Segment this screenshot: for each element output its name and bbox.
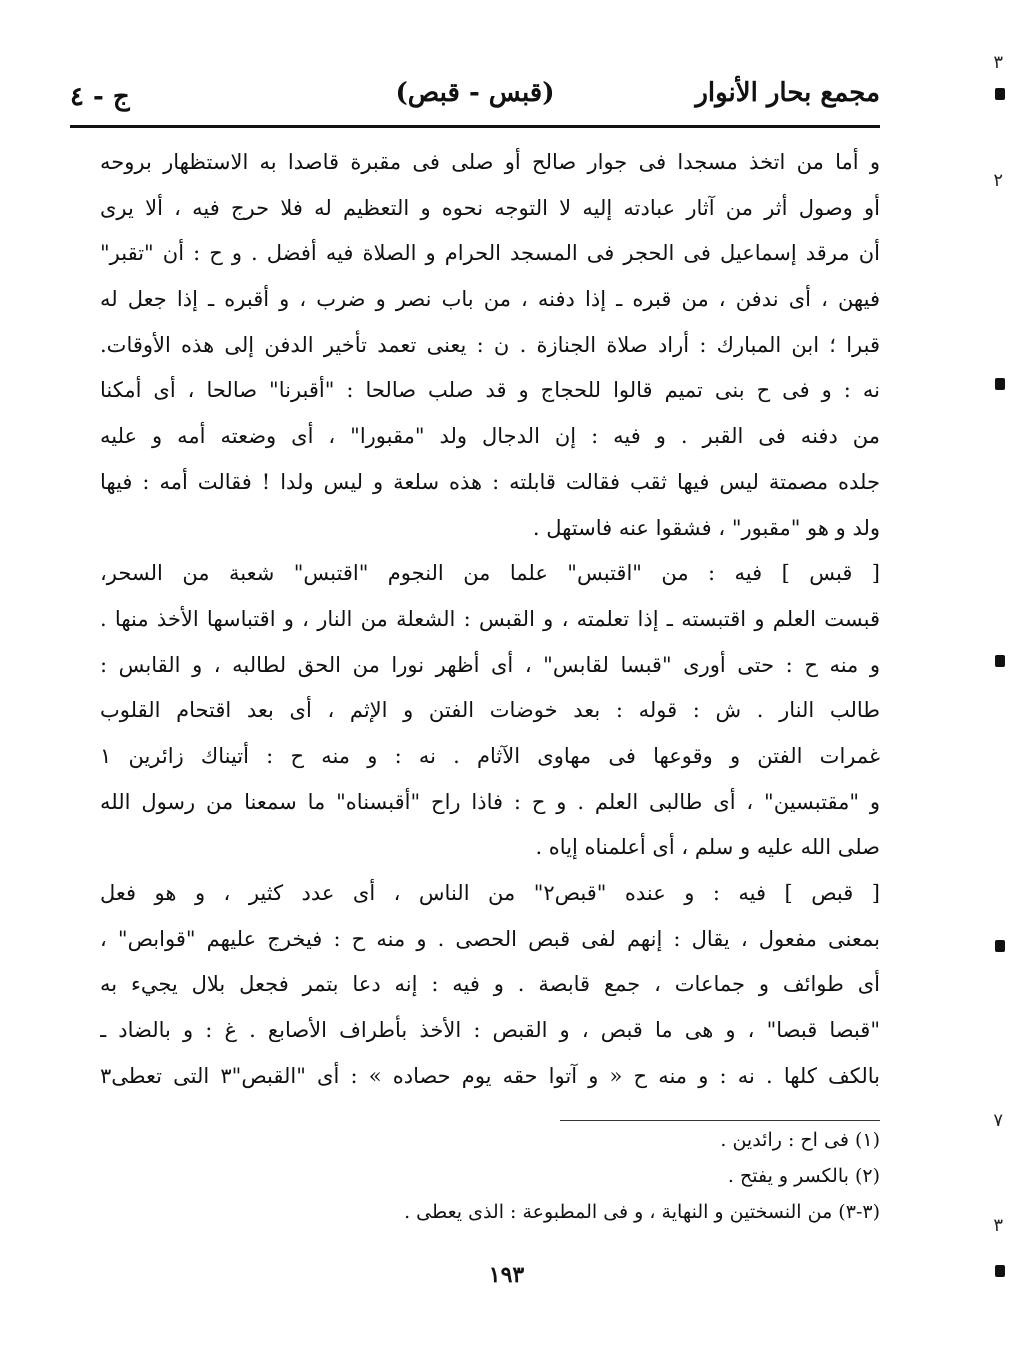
text-line: أن مرقد إسماعيل فى الحجر فى المسجد الحرام و الصلاة فيه أفضل . و ح : أن "تقبر" bbox=[100, 241, 880, 266]
text-line: فيهن ، أى ندفن ، من قبره ـ إذا دفنه ، من باب نصر و ضرب ، و أقبره ـ إذا جعل له bbox=[100, 287, 880, 312]
text-line: بمعنى مفعول ، يقال : إنهم لفى قبص الحصى . و منه ح : فيخرج عليهم "قوابص" ، bbox=[100, 926, 880, 951]
text-line: [ قبص ] فيه : و عنده "قبص٢" من الناس ، أى عدد كثير ، و هو فعل bbox=[100, 881, 880, 905]
margin-mark: ٧ bbox=[993, 1110, 1003, 1131]
text-line: أى طوائف و جماعات ، جمع قابصة . و فيه : إنه دعا بتمر فجعل بلال يجيء به bbox=[100, 972, 880, 997]
page-number: ١٩٣ bbox=[488, 1262, 525, 1288]
footnote: (٢) بالكسر و يفتح . bbox=[727, 1165, 880, 1187]
text-line: و منه ح : حتى أورى "قبسا لقابس" ، أى أظهر نورا من الحق لطالبه ، و القابس : bbox=[100, 652, 880, 677]
footnote: (١) فى اح : رائدين . bbox=[720, 1129, 880, 1151]
text-line: نه : و فى ح بنى تميم قالوا للحجاج و قد صلب صالحا : "أقبرنا" صالحا ، أى أمكنا bbox=[100, 378, 880, 403]
text-line: قبست العلم و اقتبسته ـ إذا تعلمته ، و القبس : الشعلة من النار ، و اقتباسها الأخذ منها . bbox=[100, 606, 880, 631]
book-title: مجمع بحار الأنوار bbox=[695, 78, 880, 108]
margin-blot bbox=[995, 88, 1005, 100]
entry-range-heading: (قبس - قبص) bbox=[395, 78, 555, 108]
text-line: أو وصول أثر من آثار عبادته إليه لا التوجه نحوه و التعظيم له فلا حرج فيه ، ألا يرى bbox=[100, 195, 880, 220]
text-line: [ قبس ] فيه : من "اقتبس" علما من النجوم "اقتبس" شعبة من السحر، bbox=[100, 561, 880, 586]
text-line: ولد و هو "مقبور" ، فشقوا عنه فاستهل . bbox=[532, 515, 880, 540]
text-line: قبرا ؛ ابن المبارك : أراد صلاة الجنازة . ن : يعنى تعمد تأخير الدفن إلى هذه الأوقات. bbox=[100, 332, 880, 357]
footnotes bbox=[320, 1122, 880, 1230]
main-text bbox=[100, 140, 880, 1099]
text-line: من دفنه فى القبر . و فيه : إن الدجال ولد "مقبورا" ، أى وضعته أمه و عليه bbox=[100, 424, 880, 449]
text-line: "قبصا قبصا" ، و هى ما قبص ، و القبص : الأخذ بأطراف الأصابع . غ : و بالضاد ـ bbox=[100, 1018, 880, 1043]
header-rule bbox=[70, 125, 880, 128]
text-line: صلى الله عليه و سلم ، أى أعلمناه إياه . bbox=[535, 835, 880, 860]
margin-mark: ٣ bbox=[993, 52, 1003, 73]
text-line: غمرات الفتن و وقوعها فى مهاوى الآثام . نه : و منه ح : أتيناك زائرين ١ bbox=[100, 743, 880, 768]
margin-mark: ٢ bbox=[993, 170, 1003, 191]
margin-mark: ٣ bbox=[993, 1215, 1003, 1236]
footnote: (٣-٣) من النسختين و النهاية ، و فى المطبوعة : الذى يعطى . bbox=[404, 1201, 880, 1223]
footnote-rule bbox=[560, 1120, 880, 1121]
text-line: طالب النار . ش : قوله : بعد خوضات الفتن و الإثم ، أى بعد اقتحام القلوب bbox=[100, 698, 880, 723]
margin-blot bbox=[995, 655, 1005, 667]
text-line: و أما من اتخذ مسجدا فى جوار صالح أو صلى فى مقبرة قاصدا به الاستظهار بروحه bbox=[100, 150, 880, 174]
margin-blot bbox=[995, 1265, 1005, 1277]
text-line: و "مقتبسين" ، أى طالبى العلم . و ح : فاذا راح "أقبسناه" ما سمعنا من رسول الله bbox=[100, 789, 880, 814]
page-header bbox=[70, 78, 880, 118]
text-line: جلده مصمتة ليس فيها ثقب فقالت قابلته : هذه سلعة و ليس ولدا ! فقالت أمه : فيها bbox=[100, 469, 880, 494]
margin-blot bbox=[995, 378, 1005, 390]
margin-blot bbox=[995, 940, 1005, 952]
volume-label: ج - ٤ bbox=[70, 82, 130, 112]
text-line: بالكف كلها . نه : و منه ح « و آتوا حقه يوم حصاده » : أى "القبص"٣ التى تعطى٣ bbox=[100, 1063, 880, 1088]
